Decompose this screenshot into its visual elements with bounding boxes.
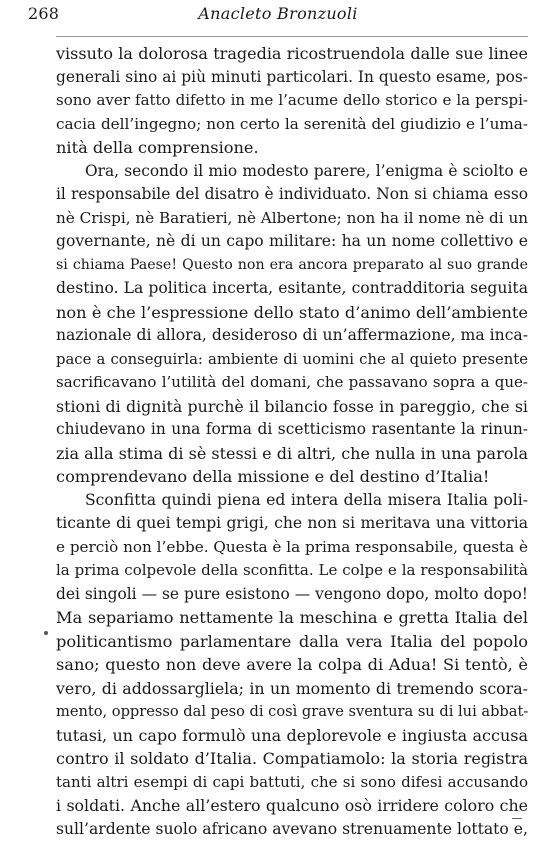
text-line: Sconfitta quindi piena ed intera della misera Italia poli- [56,489,528,513]
text-line: nità della comprensione. [56,136,528,160]
text-line: e perciò non l’ebbe. Questa è la prima responsabile, questa è [56,536,528,560]
text-line: vero, di addossargliela; in un momento di tremendo scora- [56,677,528,701]
text-line: ticante di quei tempi grigi, che non si meritava una vittoria [56,512,528,536]
text-line: governante, nè di un capo militare: ha un nome collettivo e [56,230,528,254]
text-line: cacia dell’ingegno; non certo la serenità del giudizio e l’uma- [56,113,528,137]
text-line: tutasi, un capo formulò una deplorevole e ingiusta accusa [56,724,528,748]
text-line: nazionale di allora, desideroso di un’affermazione, ma inca- [56,324,528,348]
text-line: destino. La politica incerta, esitante, contradditoria seguita [56,277,528,301]
text-line: chiudevano in una forma di scetticismo rasentante la rinun- [56,418,528,442]
text-line: Ora, secondo il mio modesto parere, l’enigma è sciolto e [56,160,528,184]
text-line: generali sino ai più minuti particolari. In questo esame, pos- [56,66,528,90]
text-line: si chiama Paese! Questo non era ancora preparato al suo grande [56,254,528,278]
text-line: tanti altri esempi di capi battuti, che si sono difesi accusando [56,771,528,795]
text-line: i soldati. Anche all’estero qualcuno osò irridere coloro che [56,794,528,818]
text-line: nè Crispi, nè Baratieri, nè Albertone; non ha il nome nè di un [56,207,528,231]
text-line: sono aver fatto difetto in me l’acume dello storico e la perspi- [56,89,528,113]
text-line: contro il soldato d’Italia. Compatiamolo: la storia registra [56,747,528,771]
text-line: mento, oppresso dal peso di così grave sventura su di lui abbat- [56,700,528,724]
footer-mark [512,818,522,819]
body-text [56,42,528,841]
text-line: stioni di dignità purchè il bilancio fosse in pareggio, che si [56,395,528,419]
text-line: la prima colpevole della sconfitta. Le colpe e la responsabilità [56,559,528,583]
text-line: dei singoli — se pure esistono — vengono dopo, molto dopo! [56,583,528,607]
text-line: politicantismo parlamentare dalla vera Italia del popolo [56,630,528,654]
text-line: vissuto la dolorosa tragedia ricostruendola dalle sue linee [56,42,528,66]
text-line: zia alla stima di sè stessi e di altri, che nulla in una parola [56,442,528,466]
page-number: 268 [28,4,59,23]
text-line: non è che l’espressione dello stato d’animo dell’ambiente [56,301,528,325]
text-line: sull’ardente suolo africano avevano strenuamente lottato e, [56,818,528,841]
text-line: il responsabile del disatro è individuato. Non si chiama esso [56,183,528,207]
text-line: sacrificavano l’utilità del domani, che passavano sopra a que- [56,371,528,395]
text-line: Ma separiamo nettamente la meschina e gretta Italia del [56,606,528,630]
text-line: comprendevano della missione e del destino d’Italia! [56,465,528,489]
margin-speck [44,631,48,635]
running-head: Anacleto Bronzuoli [28,4,528,23]
header-rule [56,36,528,37]
page-header [28,4,528,34]
text-line: sano; questo non deve avere la colpa di Adua! Si tentò, è [56,653,528,677]
text-line: pace a conseguirla: ambiente di uomini che al quieto presente [56,348,528,372]
